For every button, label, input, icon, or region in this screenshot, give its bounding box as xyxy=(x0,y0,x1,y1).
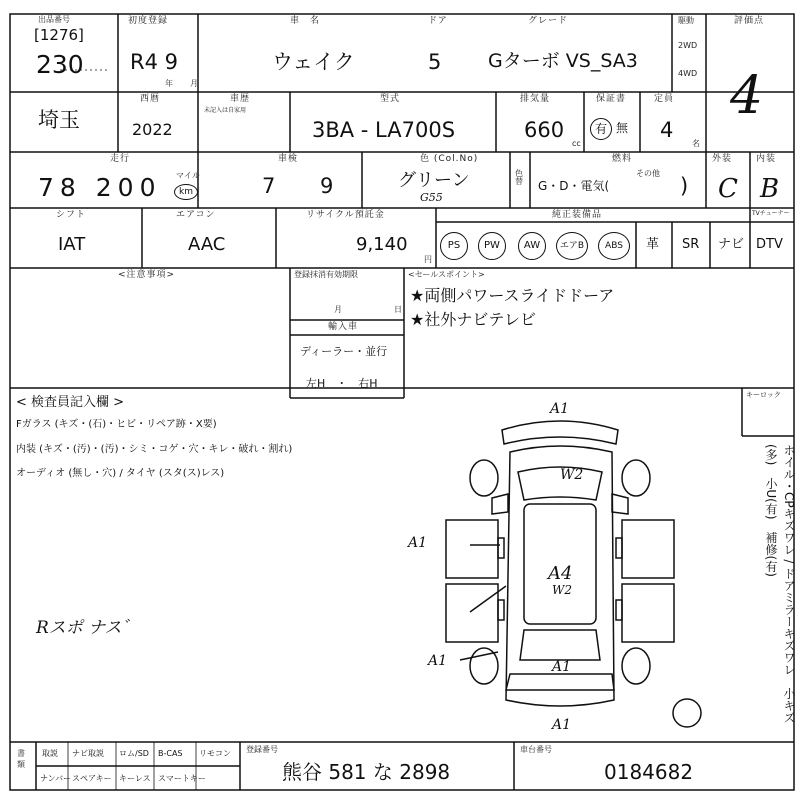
inspection-month: 9 xyxy=(320,174,334,198)
warranty-yes: 有 xyxy=(594,122,607,136)
model-label: 型式 xyxy=(380,94,401,104)
inspector-title: < 検査員記入欄 > xyxy=(16,395,125,410)
plate-label: 登録番号 xyxy=(246,745,278,754)
history-label: 車歴 xyxy=(230,94,251,104)
first-reg-label: 初度登録 xyxy=(128,16,169,26)
damage-center: A4 xyxy=(548,563,573,584)
inspection-label: 車検 xyxy=(278,154,299,164)
recolor-label: 色替 xyxy=(515,169,523,186)
capacity-label: 定員 xyxy=(654,94,675,104)
color-code: G55 xyxy=(420,191,443,204)
displacement-label: 排気量 xyxy=(520,94,551,104)
damage-rear-left: A1 xyxy=(428,653,448,669)
mileage-unit-km: km xyxy=(179,186,193,197)
aircon-value: AAC xyxy=(188,234,226,255)
lot-no-label: 出品番号 xyxy=(38,15,70,24)
recycle-value: 9,140 xyxy=(356,234,408,255)
fuel-label: 燃料 xyxy=(612,154,633,164)
damage-rear: A1 xyxy=(552,659,572,675)
fuel-close: ) xyxy=(680,174,689,198)
inspection-year: 7 xyxy=(262,174,276,198)
color-value: グリーン xyxy=(398,170,470,191)
equip-ps: PS xyxy=(447,240,461,251)
equip-aw: AW xyxy=(523,240,541,251)
color-label: 色 (Col.No) xyxy=(420,154,479,164)
mileage-label: 走行 xyxy=(110,154,131,164)
reg-day: 日 xyxy=(394,305,402,314)
sales-label: <セールスポイント> xyxy=(408,270,485,279)
item-bcas: B-CAS xyxy=(158,749,183,758)
aircon-label: エアコン xyxy=(176,210,216,220)
inspector-handwritten-note: Rスポ ナス゛ xyxy=(36,618,139,638)
western-year-label: 西暦 xyxy=(140,94,161,104)
fuel-other: その他 xyxy=(636,169,660,178)
equipment-label: 純正装備品 xyxy=(552,210,603,220)
plate-value: 熊谷 581 な 2898 xyxy=(282,760,451,784)
doors-label: ドア xyxy=(428,16,448,26)
item-keyless: キーレス xyxy=(119,774,151,783)
drive-label: 駆動 xyxy=(678,16,694,25)
month-unit: 月 xyxy=(190,79,198,88)
damage-roof: W2 xyxy=(560,467,584,483)
drive-2wd: 2WD xyxy=(678,41,698,50)
keyloc-vertical-notes: ホイル・CPキズワレ / ドアミラーキズワレ 小キズ(多) 小U(有) 補修(有) xyxy=(764,444,796,724)
item-remote: リモコン xyxy=(199,749,231,758)
import-dealer: ディーラー・並行 xyxy=(300,345,388,358)
chassis-value: 0184682 xyxy=(604,760,694,784)
score-label: 評価点 xyxy=(734,16,765,26)
tv-value: DTV xyxy=(756,237,783,252)
reg-expiry-label: 登録抹消有効期限 xyxy=(294,270,358,279)
doors-value: 5 xyxy=(428,50,442,74)
item-manual: 取説 xyxy=(42,749,58,758)
shift-value: IAT xyxy=(58,234,86,255)
inspector-interior: 内装 (キズ・(汚)・(汚)・シミ・コゲ・穴・キレ・破れ・割れ) xyxy=(16,444,293,455)
fuel-options: G・D・電気( xyxy=(538,179,610,193)
exterior-value: C xyxy=(718,174,738,204)
notes-label: <注意事項> xyxy=(118,270,176,280)
item-plate: ナンバー xyxy=(40,774,72,783)
damage-rear-bottom: A1 xyxy=(552,717,572,733)
tv-label: TVチューナー xyxy=(752,210,790,217)
reg-month: 月 xyxy=(334,305,342,314)
shift-label: シフト xyxy=(56,210,87,220)
documents-label: 書類 xyxy=(17,749,25,770)
damage-front-top: A1 xyxy=(550,401,570,417)
inspector-glass: Fガラス (キズ・(石)・ヒビ・リペア跡・X要) xyxy=(16,419,217,430)
import-label: 輸入車 xyxy=(328,322,359,332)
interior-value: B xyxy=(760,174,780,204)
equip-sunroof: SR xyxy=(682,237,700,252)
interior-label: 内装 xyxy=(756,154,777,164)
region: 埼玉 xyxy=(38,108,80,132)
lot-number: 230 xyxy=(36,50,84,79)
item-rom-sd: ロム/SD xyxy=(119,749,149,758)
model-value: 3BA - LA700S xyxy=(312,118,456,142)
car-name-label: 車 名 xyxy=(290,16,321,26)
recycle-unit: 円 xyxy=(424,255,432,264)
item-navi-manual: ナビ取説 xyxy=(72,749,104,758)
sales-point-2: ★社外ナビテレビ xyxy=(410,310,537,329)
item-smart-key: スマートキー xyxy=(158,774,206,783)
displacement-unit: cc xyxy=(572,139,581,148)
drive-4wd: 4WD xyxy=(678,69,698,78)
score-value: 4 xyxy=(730,66,764,126)
exterior-label: 外装 xyxy=(712,154,733,164)
western-year-value: 2022 xyxy=(132,120,173,139)
equip-airbag: エアB xyxy=(559,240,585,251)
equip-leather: 革 xyxy=(646,237,660,252)
equip-navi: ナビ xyxy=(718,237,745,252)
keyloc-label: キーロック xyxy=(746,391,781,399)
displacement-value: 660 xyxy=(524,118,565,142)
equip-pw: PW xyxy=(484,240,500,251)
first-reg-value: R4 9 xyxy=(130,50,178,74)
recycle-label: リサイクル預託金 xyxy=(306,210,385,220)
car-name-value: ウェイク xyxy=(272,50,355,74)
equip-abs: ABS xyxy=(605,240,623,251)
damage-left-side: A1 xyxy=(408,535,428,551)
warranty-no: 無 xyxy=(616,121,629,135)
inspector-audio: オーディオ (無し・穴) / タイヤ (スタ(ス)レス) xyxy=(16,468,225,479)
sales-point-1: ★両側パワースライドドーア xyxy=(410,286,615,305)
mileage-value: 78 200 xyxy=(38,173,162,202)
mileage-unit-mile: マイル xyxy=(176,171,200,180)
damage-center-sub: W2 xyxy=(552,583,572,597)
year-unit: 年 xyxy=(165,79,173,88)
capacity-value: 4 xyxy=(660,118,674,142)
chassis-label: 車台番号 xyxy=(520,745,552,754)
warranty-label: 保証書 xyxy=(596,94,627,104)
grade-label: グレード xyxy=(528,16,569,26)
grade-value: Gターボ VS_SA3 xyxy=(488,50,638,72)
capacity-unit: 名 xyxy=(692,139,700,148)
item-spare-key: スペアキー xyxy=(72,774,112,783)
steering: 左H ・ 右H xyxy=(306,377,378,390)
history-note: 未記入は自家用 xyxy=(204,107,247,114)
lot-prefix: [1276] xyxy=(34,26,84,44)
